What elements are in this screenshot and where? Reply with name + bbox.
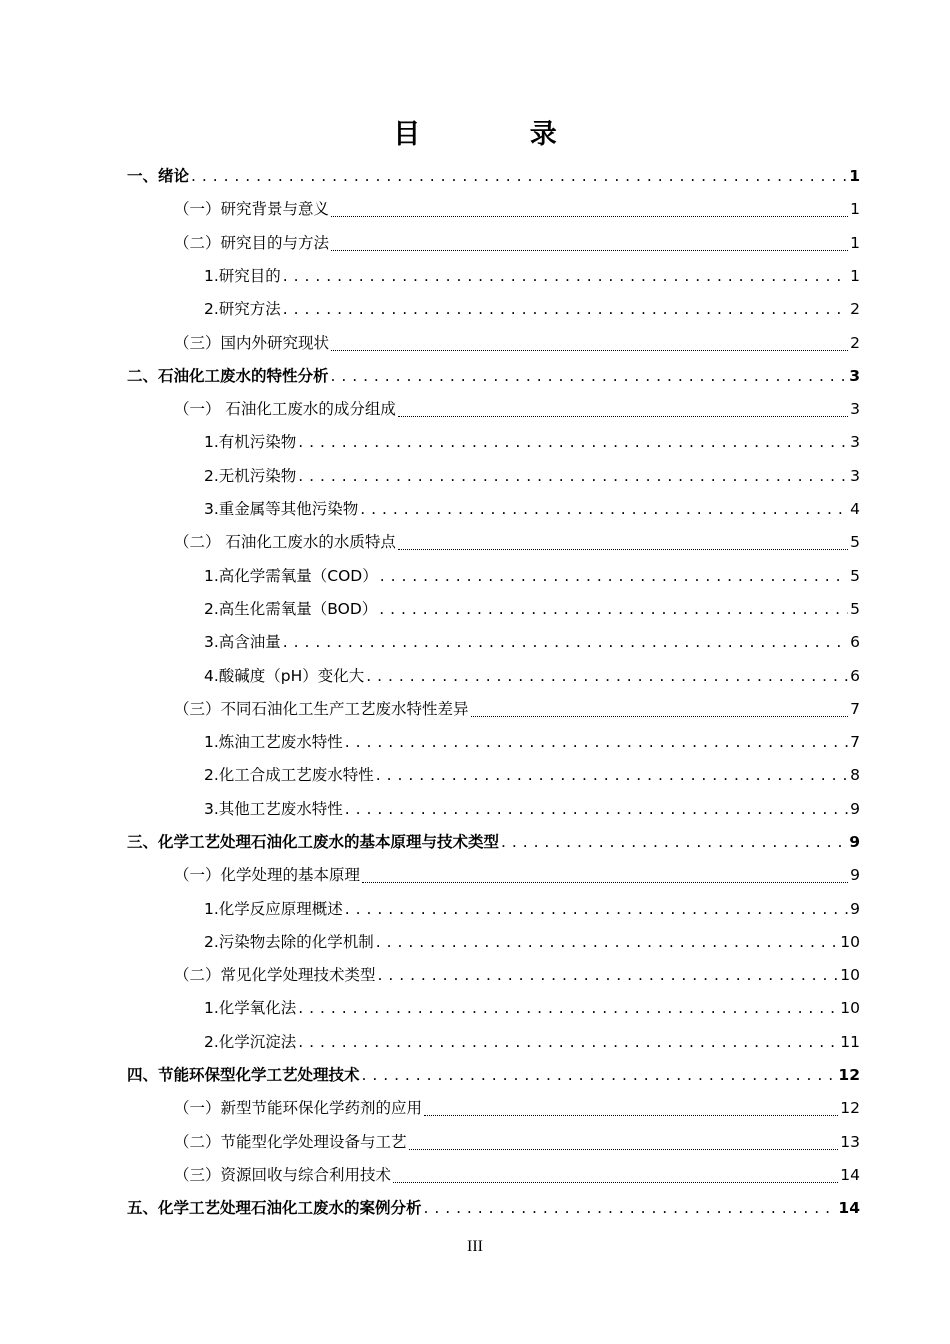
toc-leader-dots — [362, 1065, 837, 1085]
toc-entry-page: 3 — [850, 433, 860, 451]
toc-entry[interactable] — [174, 1163, 860, 1185]
toc-entry[interactable] — [204, 630, 860, 652]
toc-leader-dots — [331, 366, 848, 386]
toc-entry-title: 五、化学工艺处理石油化工废水的案例分析 — [127, 1199, 422, 1217]
toc-entry[interactable] — [204, 297, 860, 319]
toc-entry-page: 6 — [850, 633, 860, 651]
toc-entry[interactable] — [204, 1030, 860, 1052]
toc-entry-page: 3 — [849, 367, 860, 385]
toc-leader-dots — [501, 832, 847, 852]
toc-leader-dots — [331, 200, 848, 217]
toc-entry[interactable] — [204, 996, 860, 1018]
toc-entry[interactable] — [204, 564, 860, 586]
toc-entry-page: 3 — [850, 400, 860, 418]
toc-entry-page: 11 — [840, 1033, 860, 1051]
toc-entry-title: 二、石油化工废水的特性分析 — [127, 367, 329, 385]
toc-entry-title: 2.无机污染物 — [204, 467, 297, 485]
toc-entry[interactable] — [174, 197, 860, 219]
toc-entry[interactable] — [204, 897, 860, 919]
toc-entry-title: 1.炼油工艺废水特性 — [204, 733, 343, 751]
toc-entry-title: 1.研究目的 — [204, 267, 281, 285]
toc-leader-dots — [345, 732, 848, 752]
toc-entry-title: 2.高生化需氧量（BOD） — [204, 600, 378, 618]
toc-entry-title: 2.研究方法 — [204, 300, 281, 318]
toc-entry-title: （二） 石油化工废水的水质特点 — [174, 533, 396, 551]
toc-entry-title: 2.污染物去除的化学机制 — [204, 933, 374, 951]
toc-leader-dots — [380, 566, 848, 586]
toc-entry[interactable] — [174, 331, 860, 353]
toc-entry[interactable] — [174, 231, 860, 253]
toc-entry-page: 2 — [850, 300, 860, 318]
toc-entry-page: 7 — [850, 700, 860, 718]
toc-entry[interactable] — [204, 464, 860, 486]
toc-entry[interactable] — [127, 830, 860, 852]
toc-entry-title: 1.化学氧化法 — [204, 999, 297, 1017]
toc-entry[interactable] — [174, 963, 860, 985]
toc-leader-dots — [283, 299, 848, 319]
toc-leader-dots — [424, 1099, 838, 1116]
toc-entry-title: 3.重金属等其他污染物 — [204, 500, 359, 518]
toc-entry[interactable] — [174, 530, 860, 552]
toc-leader-dots — [283, 266, 848, 286]
toc-leader-dots — [298, 432, 848, 452]
toc-entry-title: 3.其他工艺废水特性 — [204, 800, 343, 818]
toc-entry[interactable] — [127, 164, 860, 186]
toc-leader-dots — [424, 1198, 837, 1218]
toc-leader-dots — [393, 1166, 838, 1183]
toc-entry-title: （三）资源回收与综合利用技术 — [174, 1166, 392, 1184]
toc-entry-title: 2.化工合成工艺废水特性 — [204, 766, 374, 784]
toc-entry-page: 9 — [850, 900, 860, 918]
toc-entry-title: 1.化学反应原理概述 — [204, 900, 343, 918]
toc-entry-title: （一）新型节能环保化学药剂的应用 — [174, 1099, 423, 1117]
toc-leader-dots — [376, 932, 838, 952]
toc-entry-page: 6 — [850, 667, 860, 685]
toc-leader-dots — [283, 632, 848, 652]
toc-leader-dots — [298, 466, 848, 486]
toc-leader-dots — [366, 666, 848, 686]
toc-leader-dots — [191, 166, 847, 186]
toc-entry[interactable] — [204, 930, 860, 952]
toc-leader-dots — [345, 899, 848, 919]
toc-entry-title: （三）不同石油化工生产工艺废水特性差异 — [174, 700, 469, 718]
toc-entry-title: （一） 石油化工废水的成分组成 — [174, 400, 396, 418]
toc-entry-page: 5 — [850, 567, 860, 585]
toc-leader-dots — [360, 499, 848, 519]
toc-entry-page: 3 — [850, 467, 860, 485]
toc-entry[interactable] — [174, 397, 860, 419]
toc-entry[interactable] — [204, 497, 860, 519]
toc-leader-dots — [409, 1133, 839, 1150]
toc-entry-title: （三）国内外研究现状 — [174, 334, 330, 352]
toc-entry[interactable] — [204, 797, 860, 819]
toc-entry-title: 4.酸碱度（pH）变化大 — [204, 667, 365, 685]
toc-entry[interactable] — [174, 697, 860, 719]
toc-entry-title: 2.化学沉淀法 — [204, 1033, 297, 1051]
toc-leader-dots — [298, 1032, 838, 1052]
toc-entry[interactable] — [127, 1196, 860, 1218]
toc-entry[interactable] — [204, 763, 860, 785]
toc-leader-dots — [298, 998, 838, 1018]
toc-entry-page: 8 — [850, 766, 860, 784]
toc-leader-dots — [379, 599, 848, 619]
toc-entry[interactable] — [204, 264, 860, 286]
toc-entry[interactable] — [204, 730, 860, 752]
toc-entry[interactable] — [204, 664, 860, 686]
toc-entry-page: 14 — [838, 1199, 860, 1217]
toc-entry[interactable] — [174, 1130, 860, 1152]
toc-entry-page: 13 — [840, 1133, 860, 1151]
toc-entry-page: 7 — [850, 733, 860, 751]
page-title: 目 录 — [393, 119, 607, 150]
toc-leader-dots — [331, 234, 848, 251]
toc-entry-title: 1.有机污染物 — [204, 433, 297, 451]
toc-entry-page: 9 — [850, 866, 860, 884]
toc-entry[interactable] — [127, 364, 860, 386]
toc-entry-title: （一）化学处理的基本原理 — [174, 866, 361, 884]
toc-entry-page: 1 — [850, 200, 860, 218]
toc-leader-dots — [378, 965, 839, 985]
toc-entry-page: 12 — [838, 1066, 860, 1084]
toc-entry-page: 12 — [840, 1099, 860, 1117]
toc-entry-page: 9 — [850, 800, 860, 818]
toc-entry-page: 1 — [849, 167, 860, 185]
toc-entry-page: 5 — [850, 533, 860, 551]
toc-entry-page: 5 — [850, 600, 860, 618]
toc-entry-page: 10 — [840, 966, 860, 984]
toc-entry-title: 一、绪论 — [127, 167, 190, 185]
toc-leader-dots — [362, 866, 848, 883]
toc-entry[interactable] — [174, 1096, 860, 1118]
toc-entry[interactable] — [174, 863, 860, 885]
toc-entry-title: 1.高化学需氧量（COD） — [204, 567, 378, 585]
toc-leader-dots — [398, 400, 848, 417]
toc-entry-page: 10 — [840, 933, 860, 951]
toc-entry-title: （二）常见化学处理技术类型 — [174, 966, 376, 984]
toc-entry-page: 1 — [850, 267, 860, 285]
toc-entry-page: 4 — [850, 500, 860, 518]
toc-entry-title: 三、化学工艺处理石油化工废水的基本原理与技术类型 — [127, 833, 500, 851]
page-number: III — [467, 1238, 483, 1255]
toc-entry-title: （二）研究目的与方法 — [174, 234, 330, 252]
toc-entry[interactable] — [204, 597, 860, 619]
toc-entry-title: 四、节能环保型化学工艺处理技术 — [127, 1066, 360, 1084]
toc-entry[interactable] — [204, 430, 860, 452]
toc-entry-title: 3.高含油量 — [204, 633, 281, 651]
toc-leader-dots — [345, 799, 848, 819]
toc-entry-title: （一）研究背景与意义 — [174, 200, 330, 218]
toc-entry-page: 2 — [850, 334, 860, 352]
toc-leader-dots — [331, 334, 848, 351]
toc-entry-page: 10 — [840, 999, 860, 1017]
toc-entry-title: （二）节能型化学处理设备与工艺 — [174, 1133, 407, 1151]
toc-leader-dots — [376, 765, 848, 785]
toc-leader-dots — [471, 700, 848, 717]
toc-entry-page: 9 — [849, 833, 860, 851]
toc-entry-page: 1 — [850, 234, 860, 252]
toc-entry[interactable] — [127, 1063, 860, 1085]
toc-entry-page: 14 — [840, 1166, 860, 1184]
toc-leader-dots — [398, 533, 848, 550]
